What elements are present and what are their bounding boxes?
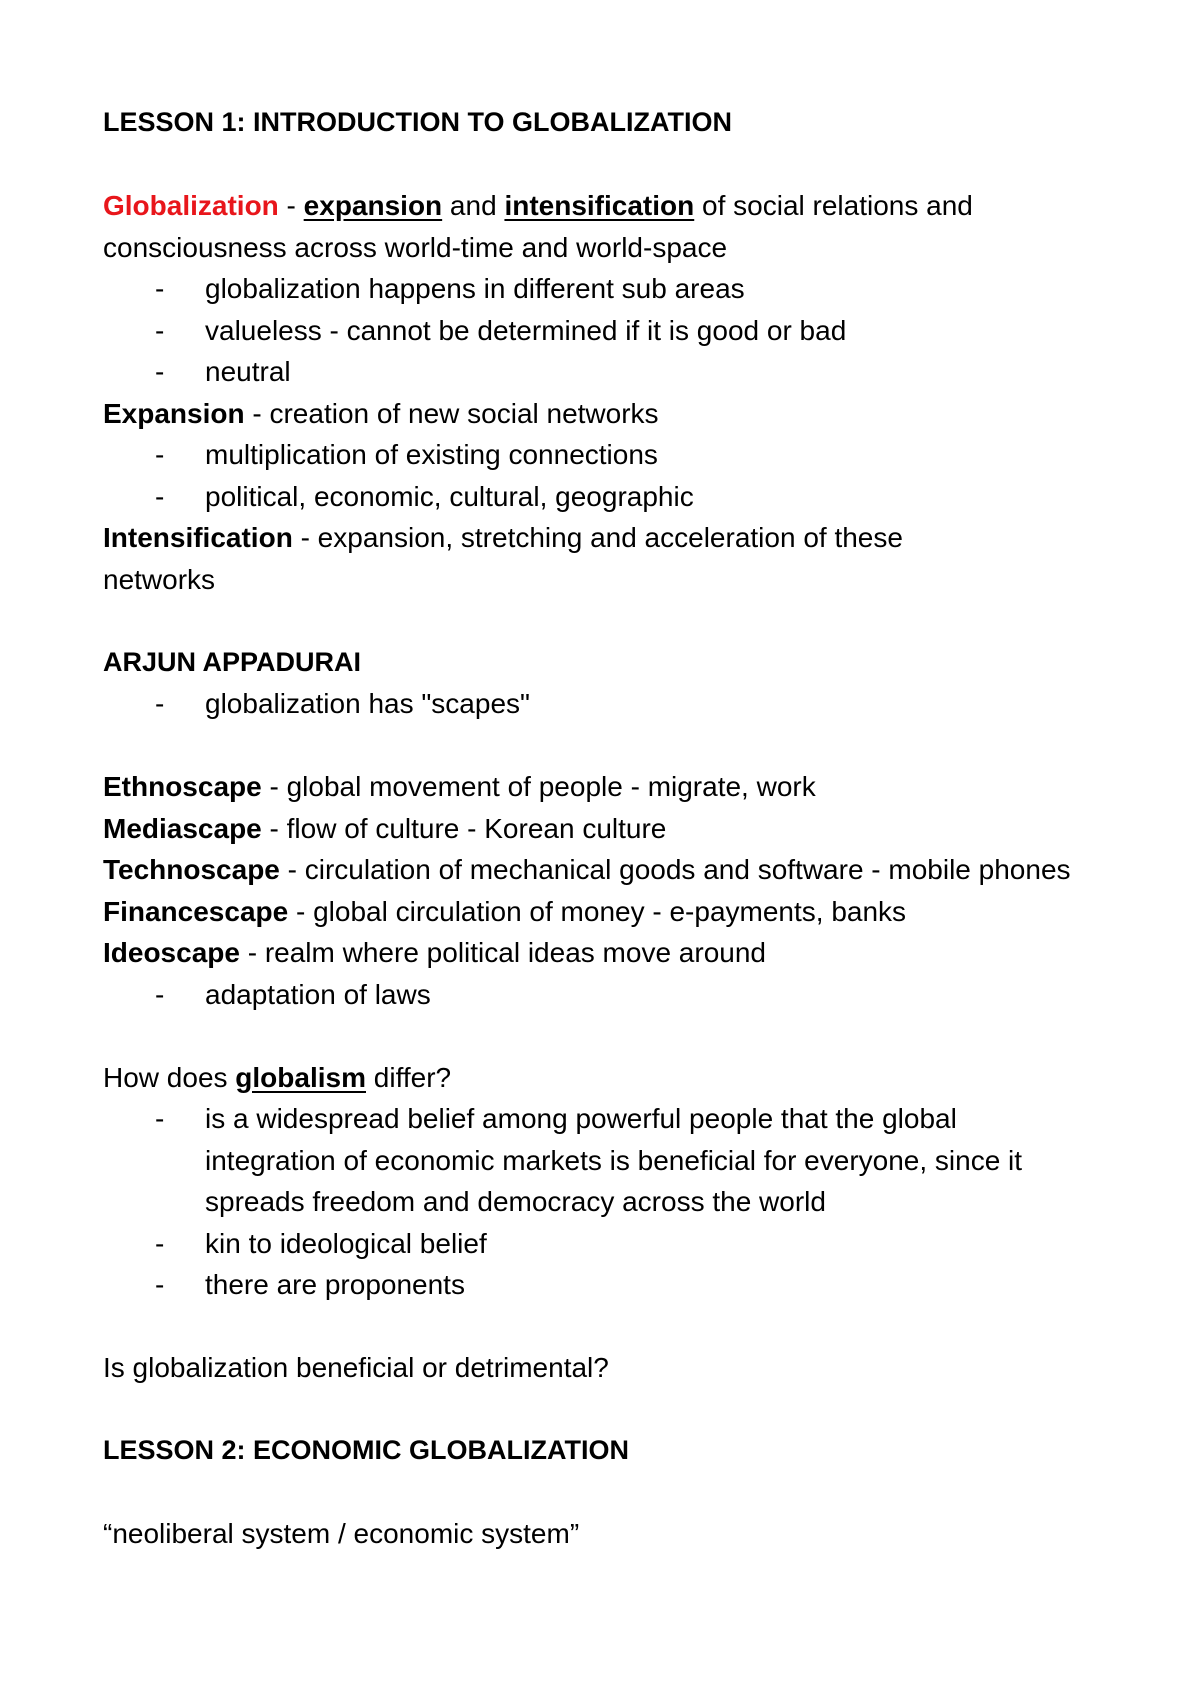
- bullet-text: globalization happens in different sub areas: [205, 273, 745, 304]
- definition-text: - global movement of people - migrate, work: [261, 771, 816, 802]
- bullet-text: kin to ideological belief: [205, 1227, 487, 1259]
- expansion-bullets: [103, 434, 1103, 517]
- list-item: [103, 476, 1103, 518]
- list-item: [103, 683, 1103, 725]
- globalization-bullets: [103, 268, 1103, 393]
- dash-bullet: -: [155, 314, 165, 346]
- bullet-text: is a widespread belief among powerful people that the global integration of economic markets is beneficial for everyone, since it spreads freedom and democracy across the world: [205, 1103, 1023, 1217]
- question-prefix: How does: [103, 1061, 236, 1093]
- lesson2-quote: “neoliberal system / economic system”: [103, 1518, 580, 1549]
- scape-term: Mediascape: [103, 812, 262, 844]
- benefit-question: Is globalization beneficial or detrimental?: [103, 1352, 609, 1383]
- expansion-word: expansion: [303, 190, 443, 221]
- definition-text: - circulation of mechanical goods and software - mobile phones: [279, 854, 1071, 885]
- bullet-text: there are proponents: [205, 1269, 465, 1300]
- bullet-text: adaptation of laws: [205, 978, 431, 1010]
- technoscape-definition: [103, 849, 1093, 891]
- document-content: [103, 102, 1103, 1555]
- dash-bullet: -: [155, 1103, 165, 1134]
- scape-term: Technoscape: [103, 854, 280, 885]
- ideoscape-bullets: [103, 974, 1103, 1016]
- intensification-word: intensification: [504, 190, 695, 221]
- list-item: [103, 1098, 1085, 1223]
- intensification-term: Intensification: [103, 522, 293, 553]
- dash-bullet: -: [155, 978, 165, 1010]
- definition-text: - flow of culture - Korean culture: [261, 812, 667, 844]
- dash-bullet: -: [155, 1269, 165, 1300]
- globalism-word: globalism: [235, 1061, 366, 1093]
- scape-term: Ethnoscape: [103, 771, 262, 802]
- scape-term: Financescape: [103, 895, 289, 927]
- appadurai-heading: ARJUN APPADURAI: [103, 646, 362, 677]
- lesson1-heading: LESSON 1: INTRODUCTION TO GLOBALIZATION: [103, 107, 732, 137]
- list-item: [103, 434, 1103, 476]
- expansion-definition: [103, 393, 1103, 435]
- globalization-term: Globalization: [103, 190, 279, 221]
- dash-bullet: -: [155, 688, 165, 719]
- lesson2-heading: LESSON 2: ECONOMIC GLOBALIZATION: [103, 1435, 629, 1465]
- expansion-term: Expansion: [103, 397, 245, 429]
- list-item: [103, 1223, 1103, 1265]
- dash-bullet: -: [155, 439, 165, 470]
- definition-text: - realm where political ideas move around: [239, 937, 766, 968]
- globalization-definition: [103, 185, 1103, 268]
- ethnoscape-definition: [103, 766, 1103, 808]
- globalism-question: [103, 1057, 1103, 1099]
- dash-bullet: -: [155, 1227, 165, 1259]
- definition-text: - creation of new social networks: [244, 397, 659, 429]
- definition-rest: of social relations and consciousness across world-time and world-space: [103, 190, 973, 263]
- globalism-bullets: [103, 1098, 1103, 1306]
- ideoscape-definition: [103, 932, 1103, 974]
- list-item: [103, 1264, 1103, 1306]
- dash-bullet: -: [155, 480, 165, 512]
- bullet-text: multiplication of existing connections: [205, 439, 658, 470]
- dash-bullet: -: [155, 273, 165, 304]
- list-item: [103, 974, 1103, 1016]
- bullet-text: political, economic, cultural, geographic: [205, 480, 694, 512]
- definition-text: - global circulation of money - e-payments, banks: [288, 895, 907, 927]
- list-item: [103, 351, 1103, 393]
- mediascape-definition: [103, 808, 1103, 850]
- separator: -: [278, 190, 304, 221]
- bullet-text: valueless - cannot be determined if it is good or bad: [205, 314, 847, 346]
- definition-text: - expansion, stretching and acceleration of these networks: [103, 522, 903, 595]
- bullet-text: neutral: [205, 356, 291, 387]
- bullet-text: globalization has "scapes": [205, 688, 530, 719]
- intensification-definition: [103, 517, 963, 600]
- appadurai-bullets: [103, 683, 1103, 725]
- question-suffix: differ?: [366, 1061, 452, 1093]
- list-item: [103, 268, 1103, 310]
- list-item: [103, 310, 1103, 352]
- financescape-definition: [103, 891, 1103, 933]
- scape-term: Ideoscape: [103, 937, 240, 968]
- and-text: and: [442, 190, 505, 221]
- dash-bullet: -: [155, 356, 165, 387]
